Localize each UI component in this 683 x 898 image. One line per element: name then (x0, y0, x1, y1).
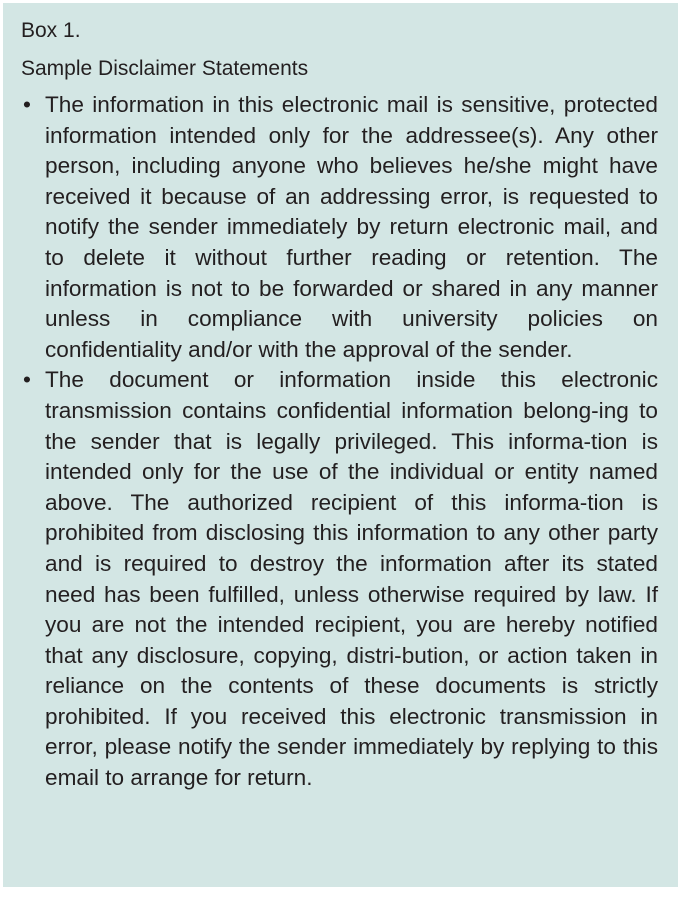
statement-text: The document or information inside this electronic transmission contains confidential information belong-ing to the sender that is legally privileged. This informa-tion is intended only for the use of the individual or entity named above. The authorized recipient of this informa-tion is prohibited from disclosing this information to any other party and is required to destroy the information after its stated need has been fulfilled, unless otherwise required by law. If you are not the intended recipient, you are hereby notified that any disclosure, copying, distri-bution, or action taken in reliance on the contents of these documents is strictly prohibited. If you received this electronic transmission in error, please notify the sender immediately by replying to this email to arrange for return. (45, 367, 658, 791)
statement-text: The information in this electronic mail is sensitive, protected information intended only for the addressee(s). Any other person, including anyone who believes he/she might have received it because of an addressing error, is requested to notify the sender immediately by return electronic mail, and to delete it without further reading or retention. The information is not to be forwarded or shared in any manner unless in compliance with university policies on confidentiality and/or with the approval of the sender. (45, 92, 658, 362)
statement-item (21, 90, 658, 365)
statement-list (21, 90, 658, 794)
bullet-icon: • (23, 92, 31, 117)
bullet-icon: • (23, 367, 31, 393)
statement-item (21, 365, 658, 793)
box-title: Sample Disclaimer Statements (21, 57, 309, 80)
disclaimer-box (3, 3, 678, 887)
box-label: Box 1. (21, 19, 81, 42)
